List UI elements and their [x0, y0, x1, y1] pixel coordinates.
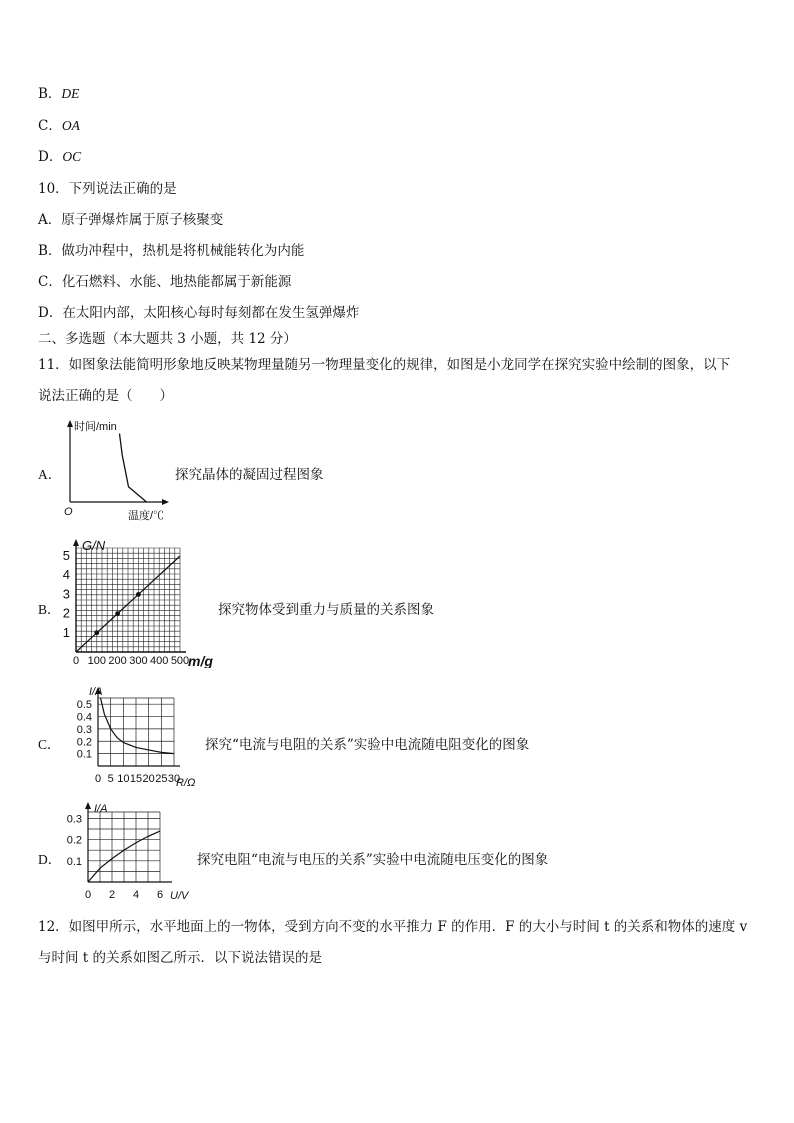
chart-d-ytick-label: 0.2 — [66, 834, 82, 847]
chart-a — [60, 416, 180, 524]
q11-stem-line2: 说法正确的是（ ） — [38, 388, 173, 404]
chart-d-ytick-label: 0.1 — [66, 855, 82, 868]
section-heading: 二、多选题（本大题共 3 小题，共 12 分） — [38, 331, 297, 347]
chart-c-ytick-label: 0.5 — [76, 699, 92, 712]
q11-option-d-text: 探究电阻“电流与电压的关系”实验中电流随电压变化的图象 — [197, 852, 549, 868]
chart-d-xtick-label: 0 — [84, 889, 92, 901]
q11-option-b-text: 探究物体受到重力与质量的关系图象 — [218, 602, 434, 618]
chart-c-xlabel: R/Ω — [176, 777, 196, 789]
q11-option-b-label: B． — [38, 602, 61, 617]
chart-a-ylabel: 时间/min — [74, 421, 117, 433]
chart-c-ytick-label: 0.1 — [76, 748, 92, 761]
chart-b-xtick-label: 400 — [150, 655, 169, 667]
chart-c-axes — [95, 687, 180, 766]
q11-option-a-text: 探究晶体的凝固过程图象 — [175, 467, 324, 483]
chart-c — [62, 684, 212, 792]
chart-c-xtick-label: 10 — [117, 773, 130, 785]
q10-option-a: A．原子弹爆炸属于原子核聚变 — [38, 212, 224, 228]
chart-c-ytick-label: 0.3 — [76, 723, 92, 736]
chart-a-origin: O — [64, 506, 73, 518]
chart-c-xtick-label: 30 — [167, 773, 181, 785]
option-letter: B． — [38, 86, 62, 102]
chart-c-xtick-label: 25 — [155, 773, 168, 785]
chart-c-ytick-label: 0.2 — [76, 736, 92, 749]
chart-d-grid — [88, 812, 160, 882]
chart-b-xtick-label: 100 — [87, 655, 106, 667]
chart-d-xtick-label: 4 — [132, 889, 140, 901]
chart-c-ylabel: I/A — [89, 686, 103, 698]
chart-b-ytick-label: 1 — [62, 624, 70, 640]
chart-b — [60, 536, 220, 668]
chart-d-xtick-label: 6 — [156, 889, 164, 901]
chart-b-point — [115, 611, 120, 616]
chart-b-xtick-label: 300 — [129, 655, 148, 667]
chart-b-ytick-label: 3 — [62, 586, 70, 602]
option-b-prev — [38, 82, 79, 102]
chart-c-grid — [98, 698, 174, 766]
chart-d-ylabel: I/A — [94, 803, 108, 815]
option-letter: D． — [38, 149, 63, 165]
chart-c-xtick-label: 20 — [142, 773, 155, 785]
q10-option-b: B．做功冲程中，热机是将机械能转化为内能 — [38, 243, 305, 259]
chart-c-series-line — [101, 698, 174, 754]
chart-d-xlabel: U/V — [170, 890, 189, 902]
option-letter: C． — [38, 118, 62, 134]
chart-c-yticks — [77, 699, 92, 760]
q12-line2: 与时间 t 的关系如图乙所示．以下说法错误的是 — [38, 950, 323, 966]
chart-c-xtick-label: 15 — [129, 773, 143, 785]
chart-b-xtick-label: 500 — [170, 655, 190, 667]
chart-d-ytick-label: 0.3 — [66, 813, 82, 826]
chart-a-xlabel: 温度/℃ — [128, 510, 165, 522]
chart-b-xticks — [73, 655, 189, 667]
q10-option-d: D．在太阳内部，太阳核心每时每刻都在发生氢弹爆炸 — [38, 305, 360, 321]
q10-option-c: C．化石燃料、水能、地热能都属于新能源 — [38, 274, 292, 290]
chart-c-xtick-label: 0 — [94, 773, 102, 785]
chart-c-xtick-label: 5 — [107, 773, 114, 785]
option-text: OA — [61, 118, 80, 133]
q11-option-c-label: C． — [38, 737, 61, 752]
q12-line1: 12．如图甲所示，水平地面上的一物体，受到方向不变的水平推力 F 的作用．F 的大小与时间 t 的关系和物体的速度 v — [38, 919, 748, 935]
q11-stem-line1: 11．如图象法能简明形象地反映某物理量随另一物理量变化的规律，如图是小龙同学在探究实验中绘制的图象，以下 — [38, 357, 731, 373]
chart-b-xlabel: m/g — [188, 653, 213, 668]
chart-b-yticks — [63, 548, 70, 640]
chart-c-ytick-label: 0.4 — [76, 711, 92, 724]
option-text: DE — [61, 86, 80, 101]
q10-stem: 10．下列说法正确的是 — [38, 181, 177, 197]
chart-b-xtick-label: 0 — [72, 655, 80, 667]
chart-d — [62, 800, 202, 904]
chart-a-series-line — [120, 434, 147, 502]
chart-b-axes — [73, 539, 186, 652]
chart-b-point — [94, 630, 99, 635]
option-d-prev — [38, 145, 81, 165]
chart-b-ylabel: G/N — [82, 538, 106, 553]
chart-b-ytick-label: 4 — [62, 567, 70, 583]
chart-d-xtick-label: 2 — [108, 889, 116, 901]
chart-b-xtick-label: 200 — [108, 655, 127, 667]
chart-b-ytick-label: 2 — [62, 605, 70, 621]
chart-d-yticks — [67, 813, 82, 867]
chart-d-xticks — [85, 889, 163, 901]
q11-option-d-label: D． — [38, 852, 62, 867]
chart-b-point — [136, 592, 141, 597]
chart-b-grid — [76, 548, 180, 652]
chart-c-xticks — [95, 773, 180, 785]
q11-option-c-text: 探究“电流与电阻的关系”实验中电流随电阻变化的图象 — [205, 737, 530, 753]
chart-b-ytick-label: 5 — [62, 548, 70, 563]
option-text: OC — [62, 149, 82, 164]
option-c-prev — [38, 114, 80, 134]
q11-option-a-label: A． — [38, 467, 62, 482]
